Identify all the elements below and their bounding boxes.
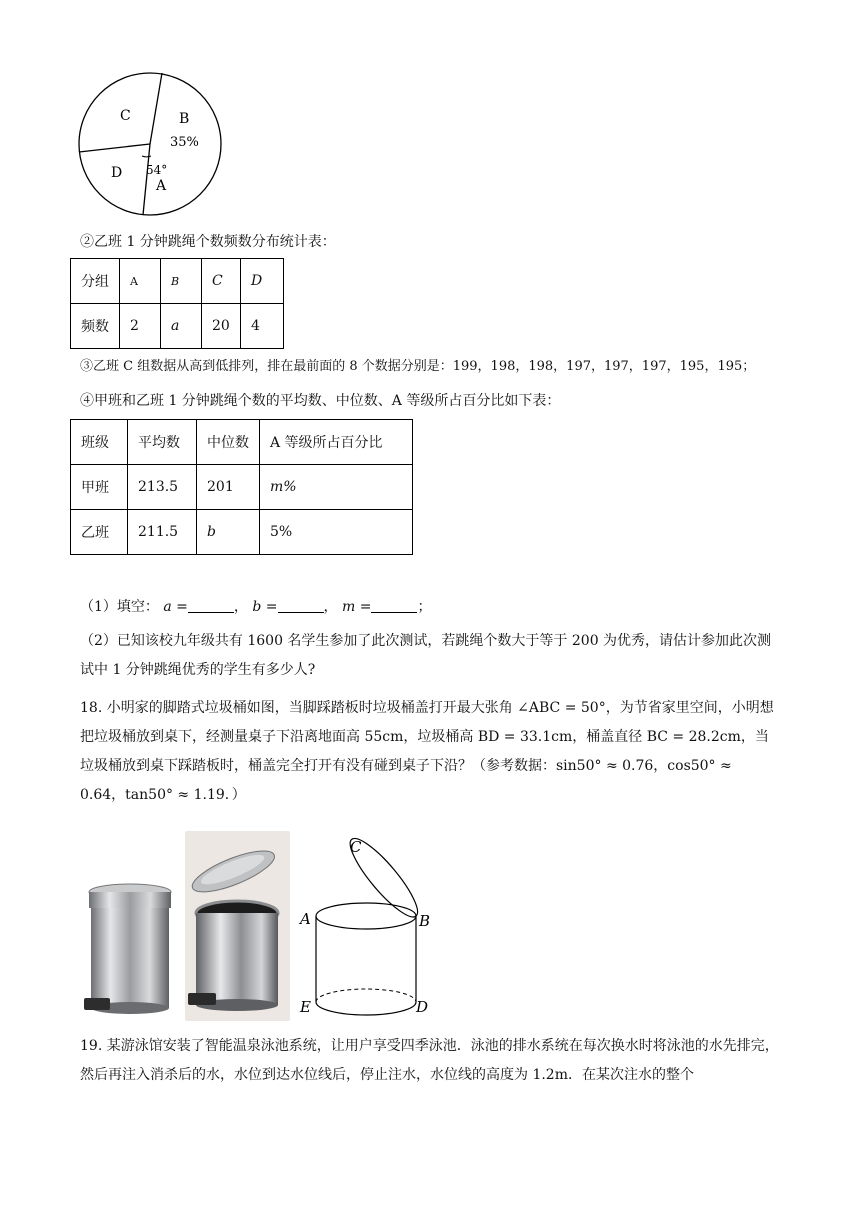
table-cell: 甲班 [71, 465, 128, 510]
question-1: （1）填空： a = ， b = ， m = ； [80, 599, 432, 615]
table-row [71, 304, 284, 349]
table-cell: B [161, 259, 202, 304]
item-4-text: ④甲班和乙班 1 分钟跳绳个数的平均数、中位数、A 等级所占百分比如下表： [80, 393, 561, 409]
blank-b[interactable] [278, 598, 324, 613]
table-cell: b [197, 510, 260, 555]
table-cell: 频数 [71, 304, 120, 349]
pie-divider-da [143, 144, 150, 215]
table-cell: 20 [202, 304, 241, 349]
blank-m[interactable] [371, 598, 417, 613]
item-2-text: ②乙班 1 分钟跳绳个数频数分布统计表： [80, 234, 336, 250]
table-cell: 班级 [71, 420, 128, 465]
pie-chart [76, 70, 226, 218]
frequency-table [70, 258, 284, 349]
blank-b-label: b = [252, 599, 278, 615]
item-3-text: ③乙班 C 组数据从高到低排列，排在最前面的 8 个数据分别是：199，198，198，197，197，197，195，195； [80, 359, 756, 374]
pie-label-d: D [111, 165, 123, 181]
table-cell: a [161, 304, 202, 349]
table-cell: A [120, 259, 161, 304]
table-row [71, 465, 413, 510]
pie-label-a: A [156, 178, 167, 194]
table-cell: 中位数 [197, 420, 260, 465]
table-row [71, 259, 284, 304]
question-2: （2）已知该校九年级共有 1600 名学生参加了此次测试，若跳绳个数大于等于 200 为优秀，请估计参加此次测试中 1 分钟跳绳优秀的学生有多少人? [80, 633, 772, 678]
blank-a-label: a = [163, 599, 188, 615]
stats-table [70, 419, 413, 555]
diagram-label-d: D [416, 998, 429, 1016]
table-row [71, 510, 413, 555]
trash-can-closed-photo [80, 880, 178, 1020]
table-cell: 平均数 [128, 420, 197, 465]
question-1-prefix: （1）填空： [80, 599, 159, 615]
table-cell: 分组 [71, 259, 120, 304]
table-cell: 4 [241, 304, 284, 349]
question-18: 18. 小明家的脚踏式垃圾桶如图，当脚踩踏板时垃圾桶盖打开最大张角 ∠ABC = 50°，为节省家里空间，小明想把垃圾桶放到桌下，经测量桌子下沿离地面高 55cm，垃圾桶高 BD = 33.1cm，桶盖直径 BC = 28.2cm，当垃圾桶放到桌下踩踏板时，桶盖完全打开有没有碰到桌子下沿？（参考数据：sin50° ≈ 0.76，cos50° ≈ 0.64，tan50° ≈ 1.19．） [80, 700, 774, 803]
diagram-label-e: E [300, 998, 311, 1016]
pie-label-c: C [120, 108, 131, 124]
blank-a[interactable] [188, 598, 234, 613]
diagram-label-b: B [419, 912, 431, 930]
pie-label-b: B [179, 111, 190, 127]
table-cell: 211.5 [128, 510, 197, 555]
table-cell: A 等级所占百分比 [260, 420, 413, 465]
pie-angle-a: 54° [146, 163, 168, 177]
table-cell: 2 [120, 304, 161, 349]
table-cell: 213.5 [128, 465, 197, 510]
table-row [71, 420, 413, 465]
table-cell: 乙班 [71, 510, 128, 555]
trash-can-open-photo [185, 831, 290, 1021]
blank-m-label: m = [341, 599, 372, 615]
table-cell: 5% [260, 510, 413, 555]
table-cell: C [202, 259, 241, 304]
table-cell: 201 [197, 465, 260, 510]
pie-label-b-pct: 35% [170, 135, 199, 150]
table-cell: m% [260, 465, 413, 510]
trash-can-diagram [296, 836, 446, 1018]
pie-divider-cb [150, 73, 162, 144]
question-19: 19. 某游泳馆安装了智能温泉泳池系统，让用户享受四季泳池．泳池的排水系统在每次换水时将泳池的水先排完，然后再注入消杀后的水，水位到达水位线后，停止注水，水位线的高度为 1.2m．在某次注水的整个 [80, 1038, 779, 1083]
table-cell: D [241, 259, 284, 304]
pie-divider-cd [79, 144, 150, 152]
diagram-label-c: C [350, 838, 362, 856]
diagram-label-a: A [300, 910, 311, 928]
